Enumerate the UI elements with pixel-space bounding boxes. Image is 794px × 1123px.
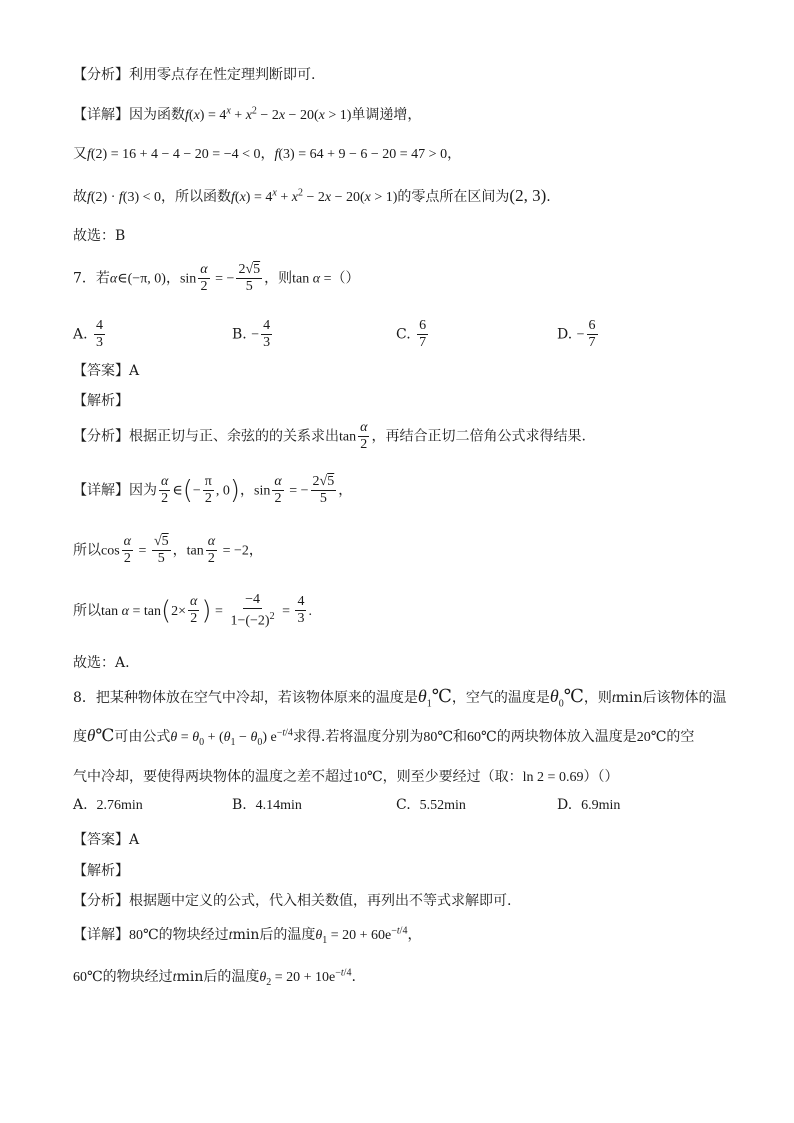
q8-answer: 【答案】A bbox=[73, 832, 140, 848]
q8-analysis: 【分析】根据题中定义的公式，代入相关数值，再列出不等式求解即可. bbox=[73, 893, 512, 909]
detail-prefix: 【详解】因为函数 bbox=[73, 107, 185, 123]
q7-analysis: 【分析】根据正切与正、余弦的的关系求出tan $\frac{\alpha}{2}$ ，再结合正切二倍角公式求得结果. bbox=[73, 420, 586, 452]
zero-interval: (2, 3) bbox=[509, 186, 547, 205]
q7-detail: 【详解】因为 $\frac{\alpha}{2}$ ∈(− $\frac{\pi}{2}$ , 0)，sin $\frac{\alpha}{2}$ = − $\frac{2√5}{5}$ ， bbox=[73, 474, 353, 506]
analysis-text: 【分析】利用零点存在性定理判断即可. bbox=[73, 67, 316, 83]
option-c[interactable]: C. $\frac{6}{7}$ bbox=[396, 318, 427, 350]
q8-detail-line2: 60℃的物块经过tmin后的温度$\theta_2 = 20 + 10e^{-t/4}$. bbox=[73, 967, 356, 988]
option-d[interactable]: D. 6.9min bbox=[557, 797, 621, 813]
option-a[interactable]: A. $\frac{4}{3}$ bbox=[73, 318, 104, 350]
q7-cos-line: 所以cos $\frac{\alpha}{2}$ = $\frac{√5}{5}$ ，tan $\frac{\alpha}{2}$ = −2， bbox=[73, 534, 263, 566]
evaluation-line: 又f(2) = 16 + 4 − 4 − 20 = −4 < 0，f(3) = 64 + 9 − 6 − 20 = 47 > 0， bbox=[73, 146, 462, 162]
detail-suffix: 单调递增， bbox=[351, 107, 422, 123]
conclusion-line: 故f(2) · f(3) < 0，所以函数$f(x) = 4^x + x^2 - 2x - 20(x > 1)$的零点所在区间为(2, 3). bbox=[73, 186, 551, 205]
analysis-line bbox=[73, 64, 315, 84]
q7-tan-line: 所以tan α = tan(2× $\frac{\alpha}{2}$ ) = $\frac{-4}{1-(-2)^2}$ = $\frac{4}{3}$ . bbox=[73, 592, 312, 629]
option-b[interactable]: B. 4.14min bbox=[232, 797, 302, 813]
option-c[interactable]: C. 5.52min bbox=[396, 797, 466, 813]
question-8-line3: 气中冷却，要使得两块物体的温度之差不超过10℃，则至少要经过（取：ln 2 = 0.69）（） bbox=[73, 769, 619, 785]
option-a[interactable]: A. 2.76min bbox=[73, 797, 143, 813]
question-8-line2: 度θ℃可由公式$\theta = \theta_0 + (\theta_1 - \theta_0)$ $e^{-t/4}$求得.若将温度分别为80℃和60℃的两块物体放入温度是20℃的空 bbox=[73, 726, 695, 748]
q7-choice: 故选：A. bbox=[73, 655, 130, 671]
detail-line: 【详解】因为函数$f(x) = 4^x + x^2 - 2x - 20(x > 1)$单调递增， bbox=[73, 105, 422, 123]
question-7-stem: 7．若α∈(−π, 0)，sin $\frac{\alpha}{2}$ = − $\frac{2√5}{5}$ ，则tan α =（） bbox=[73, 262, 360, 294]
q7-answer: 【答案】A bbox=[73, 363, 140, 379]
q8-jiexi: 【解析】 bbox=[73, 863, 129, 879]
q7-jiexi: 【解析】 bbox=[73, 393, 129, 409]
option-b[interactable]: B. − $\frac{4}{3}$ bbox=[232, 318, 271, 350]
choice-line: 故选：B bbox=[73, 228, 126, 244]
q8-detail-line1: 【详解】80℃的物块经过tmin后的温度$\theta_1 = 20 + 60e^{-t/4}$， bbox=[73, 925, 422, 946]
f2-value: f(2) = 16 + 4 − 4 − 20 = −4 < 0 bbox=[87, 147, 261, 162]
function-expression: f bbox=[185, 108, 189, 123]
question-8-line1: 8．把某种物体放在空气中冷却，若该物体原来的温度是$\theta_1℃$，空气的温度是$\theta_0℃$，则tmin后该物体的温 bbox=[73, 686, 727, 710]
option-d[interactable]: D. − $\frac{6}{7}$ bbox=[557, 318, 596, 350]
f3-value: f(3) = 64 + 9 − 6 − 20 = 47 > 0 bbox=[274, 147, 448, 162]
